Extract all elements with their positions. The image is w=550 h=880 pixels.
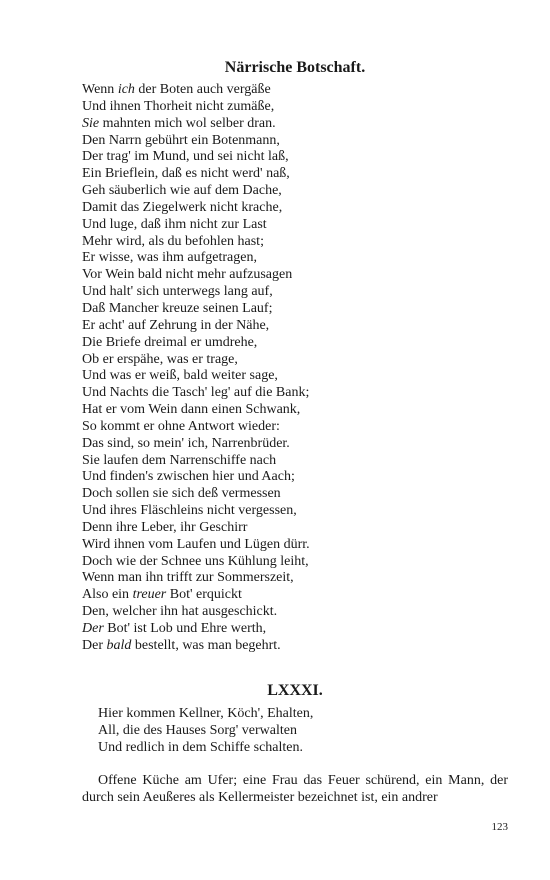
poem-line	[82, 284, 310, 301]
line-text: Den Narrn gebührt ein Botenmann,	[82, 132, 280, 148]
emphasized-word: ich	[117, 82, 135, 97]
poem-line	[82, 469, 310, 486]
poem-line	[82, 267, 310, 284]
line-text: Vor Wein bald nicht mehr aufzusagen	[82, 267, 293, 283]
poem-line	[82, 503, 310, 520]
line-text: Daß Mancher kreuze seinen Lauf;	[82, 300, 273, 316]
poem-line	[82, 402, 310, 419]
line-text: Und finden's zwischen hier und Aach;	[82, 469, 295, 485]
line-text: Doch sollen sie sich deß vermessen	[82, 486, 281, 502]
line-text: So kommt er ohne Antwort wieder:	[82, 418, 280, 434]
line-text: Doch wie der Schnee uns Kühlung leiht,	[82, 553, 309, 569]
line-text: Und ihnen Thorheit nicht zumäße,	[82, 98, 275, 114]
poem-line	[82, 133, 310, 150]
poem-line	[82, 166, 310, 183]
poem-line	[82, 234, 310, 251]
line-text: Bot' ist Lob und Ehre werth,	[103, 621, 267, 636]
line-text: Wenn man ihn trifft zur Sommerszeit,	[82, 570, 294, 586]
poem-line	[82, 385, 310, 402]
poem-line	[82, 149, 310, 166]
line-text: der Boten auch vergäße	[134, 82, 271, 97]
poem-line	[82, 419, 310, 436]
line-text: Ob er erspähe, was er trage,	[82, 351, 238, 367]
line-text: Und ihres Fläschleins nicht vergessen,	[82, 503, 297, 519]
motto-line: Und redlich in dem Schiffe schalten.	[98, 740, 304, 755]
poem	[82, 82, 310, 655]
poem-line	[82, 621, 310, 638]
poem-line	[82, 301, 310, 318]
line-text: Bot' erquickt	[166, 587, 242, 603]
poem-line	[82, 638, 310, 655]
line-text: Geh säuberlich wie auf dem Dache,	[82, 183, 282, 199]
motto-line: All, die des Hauses Sorg' verwalten	[98, 723, 298, 738]
prose-paragraph: Offene Küche am Ufer; eine Frau das Feuer schürend, ein Mann, der durch sein Aeußeres als Kellermeister bezeichnet ist, ein andrer	[82, 773, 508, 805]
poem-line	[82, 99, 310, 116]
poem-line	[82, 116, 310, 133]
poem-line	[82, 486, 310, 503]
line-text: Denn ihre Leber, ihr Geschirr	[82, 519, 248, 535]
emphasized-word: Der	[82, 621, 104, 636]
line-text: Und halt' sich unterwegs lang auf,	[82, 284, 273, 300]
line-text: Wird ihnen vom Laufen und Lügen dürr.	[82, 536, 310, 552]
poem-line	[82, 453, 310, 470]
poem-line	[82, 217, 310, 234]
line-text: Wenn	[82, 82, 118, 97]
section-heading: LXXXI.	[267, 682, 323, 699]
line-text: Der	[82, 637, 107, 653]
line-text: Die Briefe dreimal er umdrehe,	[82, 334, 258, 350]
poem-line	[82, 520, 310, 537]
line-text: Er acht' auf Zehrung in der Nähe,	[82, 317, 270, 333]
line-text: Und was er weiß, bald weiter sage,	[82, 368, 278, 384]
poem-line	[82, 82, 310, 99]
poem-line	[82, 436, 310, 453]
line-text: Der trag' im Mund, und sei nicht laß,	[82, 149, 289, 165]
poem-line	[82, 368, 310, 385]
line-text: Hat er vom Wein dann einen Schwank,	[82, 402, 301, 418]
page-number: 123	[491, 821, 508, 833]
line-text: Sie laufen dem Narrenschiffe nach	[82, 452, 277, 468]
poem-line	[82, 352, 310, 369]
poem-line	[82, 250, 310, 267]
emphasized-word: Sie	[82, 115, 100, 131]
poem-line	[82, 335, 310, 352]
poem-line	[82, 537, 310, 554]
line-text: Und Nachts die Tasch' leg' auf die Bank;	[82, 385, 310, 401]
poem-line	[82, 604, 310, 621]
motto-line: Hier kommen Kellner, Köch', Ehalten,	[98, 706, 314, 721]
line-text: mahnten mich wol selber dran.	[99, 115, 276, 131]
line-text: bestellt, was man begehrt.	[131, 637, 281, 653]
line-text: Ein Brieflein, daß es nicht werd' naß,	[82, 166, 290, 182]
poem-line	[82, 200, 310, 217]
poem-line	[82, 318, 310, 335]
line-text: Das sind, so mein' ich, Narrenbrüder.	[82, 435, 290, 451]
motto-verse	[98, 705, 313, 756]
poem-line	[82, 587, 310, 604]
line-text: Er wisse, was ihm aufgetragen,	[82, 250, 257, 266]
poem-line	[82, 183, 310, 200]
line-text: Also ein	[82, 587, 133, 603]
line-text: Mehr wird, als du befohlen hast;	[82, 233, 264, 249]
line-text: Den, welcher ihn hat ausgeschickt.	[82, 604, 278, 620]
line-text: Und luge, daß ihm nicht zur Last	[82, 216, 267, 232]
poem-line	[82, 570, 310, 587]
poem-line	[82, 554, 310, 571]
poem-title: Närrische Botschaft.	[224, 59, 366, 76]
emphasized-word: bald	[106, 637, 132, 653]
line-text: Damit das Ziegelwerk nicht krache,	[82, 199, 283, 215]
emphasized-word: treuer	[132, 587, 167, 603]
